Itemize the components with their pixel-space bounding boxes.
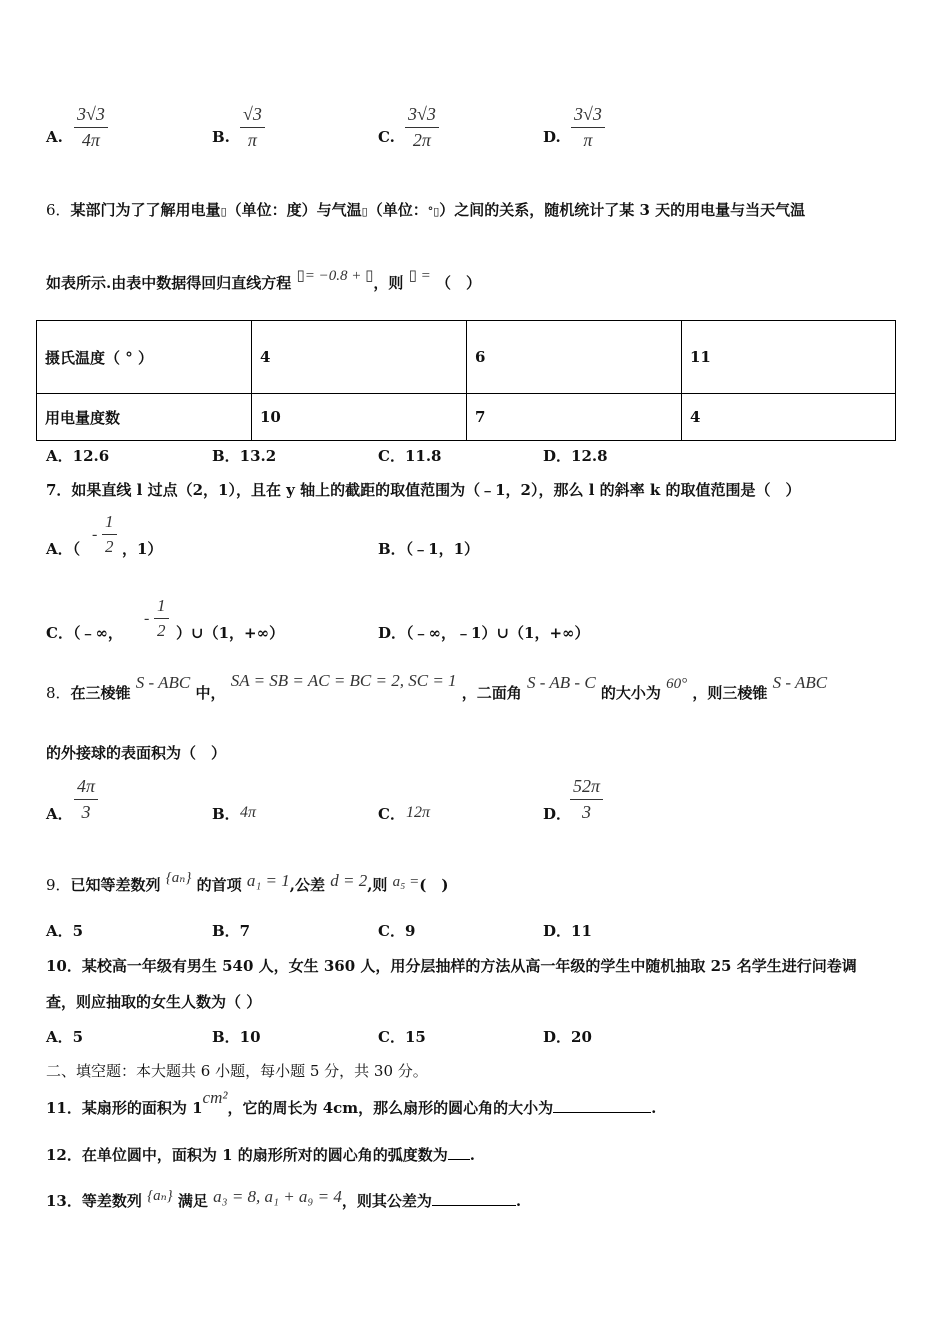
q5-option-c-label: C.: [378, 128, 395, 146]
question-12: 12．在单位圆中，面积为 1 的扇形所对的圆心角的弧度数为 .: [46, 1146, 475, 1164]
q10-option-c: C．15: [378, 1028, 426, 1046]
q6-option-c: C．11.8: [378, 447, 442, 465]
q5-option-a-label: A.: [46, 128, 63, 146]
q7-option-a-fraction: 1 2: [102, 512, 117, 557]
math-expression: {aₙ}: [165, 870, 192, 886]
q5-option-c-fraction: 3√3 2π: [405, 104, 439, 151]
answer-blank[interactable]: [432, 1205, 516, 1206]
q6-option-b: B．13.2: [212, 447, 277, 465]
q7-option-a-tail: ，1）: [122, 540, 163, 558]
q7-stem: 7．如果直线 l 过点（2，1），且在 y 轴上的截距的取值范围为（﹣1，2），那么 l 的斜率 k 的取值范围是（ ）: [46, 481, 801, 499]
q8-option-b-value: 4π: [240, 804, 257, 821]
q8-option-a-label: A．: [46, 805, 73, 823]
q6-line1: 6．某部门为了了解用电量▯（单位：度）与气温▯（单位：°▯）之间的关系，随机统计了某 3 天的用电量与当天气温: [46, 201, 806, 219]
q7-option-b: B．（﹣1，1）: [378, 540, 480, 558]
math-expression: SA = SB = AC = BC = 2, SC = 1: [230, 671, 457, 690]
math-expression: a₁ = 1: [246, 871, 290, 890]
q5-option-a-fraction: 3√3 4π: [74, 104, 108, 151]
math-expression: 60°: [666, 676, 688, 692]
q8-option-c-label: C．: [378, 805, 405, 823]
math-expression: a₅ =: [392, 874, 420, 890]
answer-blank[interactable]: [553, 1112, 651, 1113]
table-cell: 11: [682, 321, 896, 394]
degree-placeholder: °▯: [427, 205, 440, 218]
table-row: [37, 394, 896, 441]
q8-option-d-label: D．: [543, 805, 572, 823]
question-13: 13．等差数列 {aₙ} 满足 a₃ = 8, a₁ + a₉ = 4，则其公差为 .: [46, 1187, 522, 1210]
table-cell: 6: [467, 321, 682, 394]
q10-option-d: D．20: [543, 1028, 592, 1046]
regression-equation: ▯= −0.8 + ▯: [296, 268, 374, 284]
table-cell: 4: [682, 394, 896, 441]
y-hat-symbol: ▯ =: [408, 268, 431, 284]
q6-option-d: D．12.8: [543, 447, 608, 465]
minus-sign: -: [92, 526, 98, 543]
q5-option-d-label: D.: [543, 128, 561, 146]
q9-option-d: D．11: [543, 922, 592, 940]
q5-option-b-label: B.: [212, 128, 230, 146]
q8-option-c-value: 12π: [406, 804, 431, 821]
q10-line2: 查，则应抽取的女生人数为（ ）: [46, 993, 262, 1011]
q10-option-b: B．10: [212, 1028, 261, 1046]
q7-option-a-label: A．（: [46, 540, 81, 558]
q8-line2: 的外接球的表面积为（ ）: [46, 744, 227, 762]
q9-stem: 9．已知等差数列 {aₙ} 的首项 a₁ = 1,公差 d = 2,则 a₅ =( ): [46, 870, 449, 894]
answer-blank[interactable]: [448, 1159, 470, 1160]
q6-line2: 如表所示.由表中数据得回归直线方程 ▯= −0.8 + ▯，则 ▯ = （ ）: [46, 268, 482, 292]
math-expression: a₃ = 8, a₁ + a₉ = 4: [213, 1187, 342, 1206]
q5-option-d-fraction: 3√3 π: [571, 104, 605, 151]
placeholder-glyph: ▯: [361, 205, 368, 218]
q8-option-d-fraction: 52π 3: [570, 776, 603, 823]
unit-cm2: cm²: [202, 1088, 228, 1107]
q6-option-a: A．12.6: [46, 447, 110, 465]
q7-option-c-label: C．（﹣∞，: [46, 624, 123, 642]
section-2-heading: 二、填空题：本大题共 6 小题，每小题 5 分，共 30 分。: [46, 1062, 428, 1080]
q10-option-a: A．5: [46, 1028, 84, 1046]
q9-option-a: A．5: [46, 922, 84, 940]
question-11: 11．某扇形的面积为 1cm²，它的周长为 4cm，那么扇形的圆心角的大小为 .: [46, 1088, 657, 1117]
minus-sign: -: [144, 610, 150, 627]
table-cell: 用电量度数: [37, 394, 252, 441]
math-expression: S - ABC: [772, 673, 828, 692]
q6-data-table: [36, 320, 896, 441]
table-cell: 10: [252, 394, 467, 441]
math-expression: d = 2: [330, 871, 368, 890]
table-cell: 4: [252, 321, 467, 394]
q7-option-c-tail: ）∪（1，+∞）: [176, 624, 285, 642]
table-cell: 摄氏温度（ ° ）: [37, 321, 252, 394]
q8-line1: 8．在三棱锥 S - ABC 中， SA = SB = AC = BC = 2, SC = 1 ，二面角 S - AB - C 的大小为 60° ，则三棱锥 S - ABC: [46, 671, 828, 702]
math-expression: S - AB - C: [527, 673, 596, 692]
q8-option-a-fraction: 4π 3: [74, 776, 98, 823]
q9-option-c: C．9: [378, 922, 416, 940]
table-row: [37, 321, 896, 394]
q7-option-c-fraction: 1 2: [154, 596, 169, 641]
math-expression: S - ABC: [135, 673, 191, 692]
q9-option-b: B．7: [212, 922, 251, 940]
math-expression: {aₙ}: [147, 1188, 173, 1204]
q7-option-d: D．（﹣∞，﹣1）∪（1，+∞）: [378, 624, 590, 642]
q8-option-b-label: B．: [212, 805, 240, 823]
q5-option-b-fraction: √3 π: [240, 104, 265, 151]
placeholder-glyph: ▯: [220, 205, 227, 218]
q10-line1: 10．某校高一年级有男生 540 人，女生 360 人，用分层抽样的方法从高一年级的学生中随机抽取 25 名学生进行问卷调: [46, 957, 857, 975]
table-cell: 7: [467, 394, 682, 441]
